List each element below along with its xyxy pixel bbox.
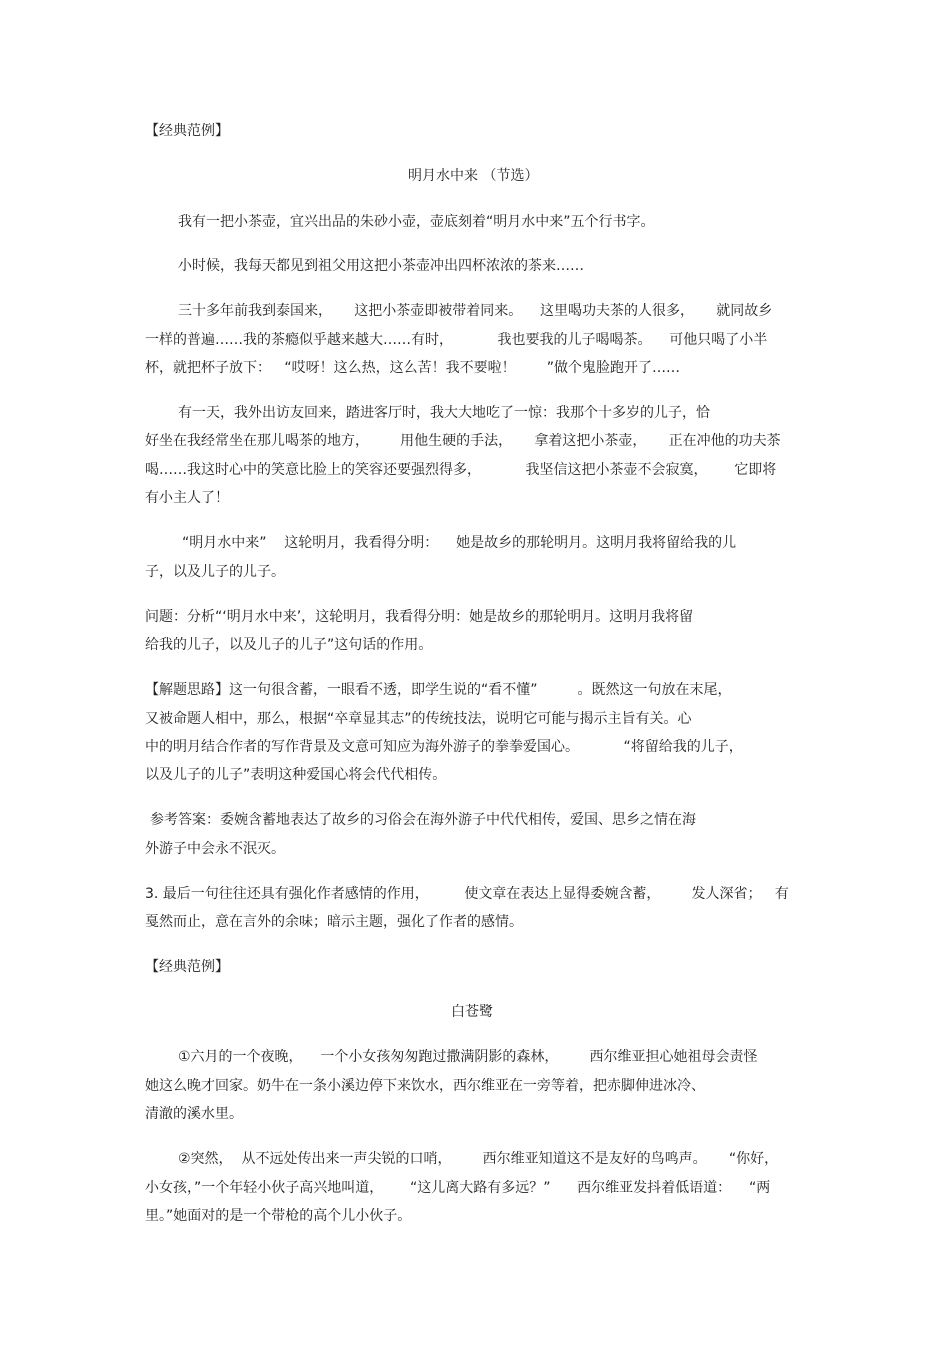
paragraph-line: “明月水中来” 这轮明月，我看得分明： 她是故乡的那轮明月。这明月我将留给我的儿 bbox=[182, 535, 737, 551]
question-line: 问题：分析“‘明月水中来’，这轮明月，我看得分明：她是故乡的那轮明月。这明月我将留 bbox=[145, 609, 694, 625]
paragraph-line: 三十多年前我到泰国来， 这把小茶壶即被带着同来。 这里喝功夫茶的人很多， 就同故乡 bbox=[178, 303, 773, 319]
paragraph-line: 小时候，我每天都见到祖父用这把小茶壶冲出四杯浓浓的茶来…… bbox=[178, 258, 584, 274]
paragraph-line: 小女孩，”一个年轻小伙子高兴地叫道， “这儿离大路有多远？” 西尔维亚发抖着低语道： “两 bbox=[145, 1180, 771, 1196]
section-label: 【经典范例】 bbox=[145, 123, 229, 139]
paragraph-line: 喝……我这时心中的笑意比脸上的笑容还要强烈得多， 我坚信这把小茶壶不会寂寞， 它即将 bbox=[145, 462, 777, 478]
point-line: 3. 最后一句往往还具有强化作者感情的作用， 使文章在表达上显得委婉含蓄， 发人深省； 有 bbox=[145, 886, 789, 902]
question-line: 给我的儿子，以及儿子的儿子”这句话的作用。 bbox=[145, 637, 433, 653]
analysis-line: 以及儿子的儿子”表明这种爱国心将会代代相传。 bbox=[145, 767, 447, 783]
paragraph-line: 有小主人了！ bbox=[145, 490, 229, 506]
passage-title: 白苍鹭 bbox=[451, 1004, 493, 1020]
answer-line: 外游子中会永不泯灭。 bbox=[145, 841, 285, 857]
paragraph-line: 一样的普遍……我的茶瘾似乎越来越大……有时， 我也要我的儿子喝喝茶。 可他只喝了小半 bbox=[145, 332, 768, 348]
paragraph-line: 子，以及儿子的儿子。 bbox=[145, 564, 285, 580]
paragraph-line: 好坐在我经常坐在那儿喝茶的地方， 用他生硬的手法， 拿着这把小茶壶， 正在冲他的功夫茶 bbox=[145, 433, 781, 449]
paragraph-line: 杯，就把杯子放下： “哎呀！这么热，这么苦！我不要啦！ ”做个鬼脸跑开了…… bbox=[145, 360, 681, 376]
paragraph-line: 我有一把小茶壶，宜兴出品的朱砂小壶，壶底刻着“明月水中来”五个行书字。 bbox=[178, 214, 655, 230]
paragraph-line: 她这么晚才回家。奶牛在一条小溪边停下来饮水，西尔维亚在一旁等着，把赤脚伸进冰冷、 bbox=[145, 1078, 705, 1094]
paragraph-line: ①六月的一个夜晚， 一个小女孩匆匆跑过撒满阴影的森林， 西尔维亚担心她祖母会责怪 bbox=[178, 1049, 758, 1065]
paragraph-line: 里。”她面对的是一个带枪的高个儿小伙子。 bbox=[145, 1208, 412, 1224]
analysis-line: 【解题思路】这一句很含蓄，一眼看不透，即学生说的“看不懂” 。既然这一句放在末尾， bbox=[145, 682, 732, 698]
paragraph-line: 清澈的溪水里。 bbox=[145, 1106, 243, 1122]
analysis-line: 中的明月结合作者的写作背景及文意可知应为海外游子的拳拳爱国心。 “将留给我的儿子， bbox=[145, 739, 743, 755]
answer-line: 参考答案：委婉含蓄地表达了故乡的习俗会在海外游子中代代相传，爱国、思乡之情在海 bbox=[150, 812, 696, 828]
section-label: 【经典范例】 bbox=[145, 959, 229, 975]
paragraph-line: ②突然， 从不远处传出来一声尖锐的口哨， 西尔维亚知道这不是友好的鸟鸣声。 “你好， bbox=[178, 1151, 779, 1167]
passage-title: 明月水中来 （节选） bbox=[408, 168, 539, 184]
paragraph-line: 有一天，我外出访友回来，踏进客厅时，我大大地吃了一惊：我那个十多岁的儿子，恰 bbox=[178, 405, 710, 421]
analysis-line: 又被命题人相中，那么，根据“卒章显其志”的传统技法，说明它可能与揭示主旨有关。心 bbox=[145, 711, 692, 727]
point-line: 戛然而止，意在言外的余味；暗示主题，强化了作者的感情。 bbox=[145, 914, 523, 930]
